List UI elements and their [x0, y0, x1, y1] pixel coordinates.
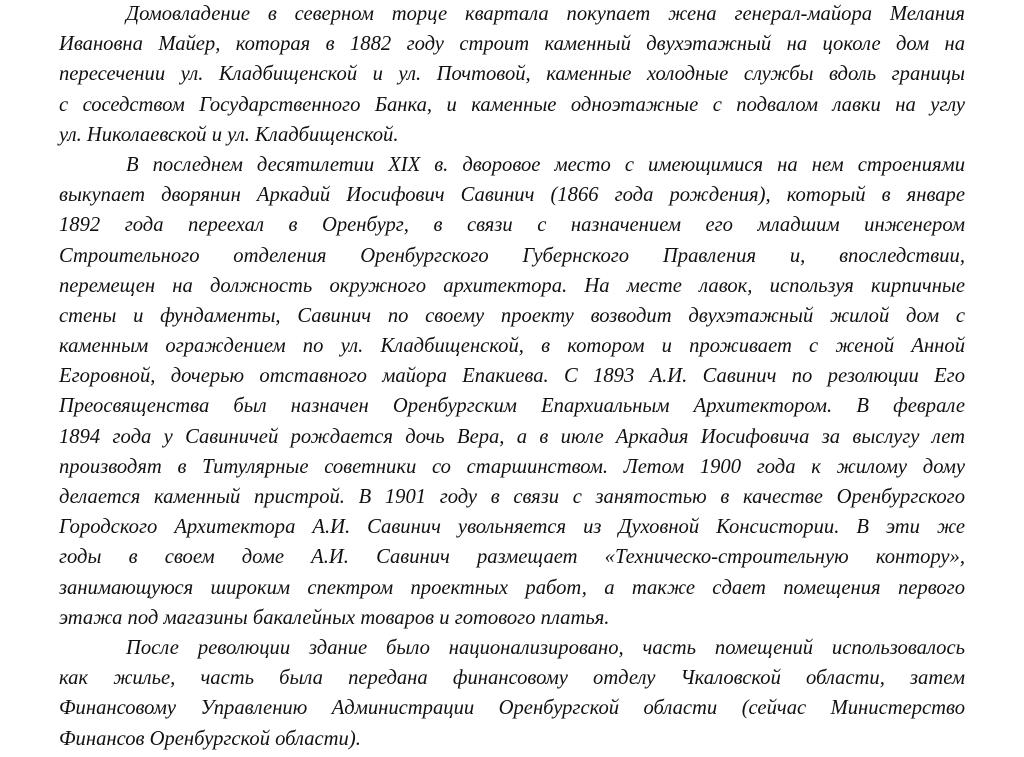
text-line: В последнем десятилетии XIX в. дворовое место с имеющимися на нем строениями — [126, 153, 965, 176]
text-line: выкупает дворянин Аркадий Иосифович Савинич (1866 года рождения), который в январе — [59, 184, 965, 207]
paragraph-1 — [59, 0, 965, 150]
text-line: перемещен на должность окружного архитектора. На месте лавок, используя кирпичные — [59, 274, 965, 297]
text-line: Преосвященства был назначен Оренбургским Епархиальным Архитектором. В феврале — [59, 395, 965, 418]
text-line: стены и фундаменты, Савинич по своему проекту возводит двухэтажный жилой дом с — [59, 304, 965, 327]
text-line: Егоровной, дочерью отставного майора Епакиева. С 1893 А.И. Савинич по резолюции Его — [59, 365, 965, 388]
text-line: Домовладение в северном торце квартала покупает жена генерал-майора Мелания — [126, 3, 965, 25]
text-line: 1892 года переехал в Оренбург, в связи с назначением его младшим инженером — [59, 214, 965, 237]
document-page — [59, 0, 965, 754]
text-line: производят в Титулярные советники со старшинством. Летом 1900 года к жилому дому — [59, 455, 965, 478]
paragraph-2 — [59, 150, 965, 633]
text-line: этажа под магазины бакалейных товаров и готового платья. — [59, 606, 610, 629]
text-line: Ивановна Майер, которая в 1882 году строит каменный двухэтажный на цоколе дом на — [59, 33, 965, 56]
paragraph-3 — [59, 633, 965, 754]
text-line: с соседством Государственного Банка, и каменные одноэтажные с подвалом лавки на углу — [59, 93, 965, 116]
text-line: пересечении ул. Кладбищенской и ул. Почтовой, каменные холодные службы вдоль границы — [59, 63, 965, 86]
text-line: занимающуюся широким спектром проектных работ, а также сдает помещения первого — [59, 576, 965, 599]
text-line: 1894 года у Савиничей рождается дочь Вера, а в июле Аркадия Иосифовича за выслугу лет — [59, 425, 965, 448]
text-line: Финансов Оренбургской области). — [59, 727, 361, 750]
text-line: После революции здание было национализировано, часть помещений использовалось — [126, 636, 965, 659]
text-line: Строительного отделения Оренбургского Губернского Правления и, впоследствии, — [59, 244, 965, 267]
text-line: ул. Николаевской и ул. Кладбищенской. — [59, 123, 399, 146]
text-line: как жилье, часть была передана финансовому отделу Чкаловской области, затем — [59, 667, 965, 690]
text-line: Финансовому Управлению Администрации Оренбургской области (сейчас Министерство — [59, 697, 965, 720]
text-line: делается каменный пристрой. В 1901 году в связи с занятостью в качестве Оренбургского — [59, 486, 965, 508]
text-line: Городского Архитектора А.И. Савинич увольняется из Духовной Консистории. В эти же — [59, 516, 965, 539]
text-line: каменным ограждением по ул. Кладбищенской, в котором и проживает с женой Анной — [59, 335, 965, 358]
text-line: годы в своем доме А.И. Савинич размещает «Техническо-строительную контору», — [59, 546, 965, 569]
